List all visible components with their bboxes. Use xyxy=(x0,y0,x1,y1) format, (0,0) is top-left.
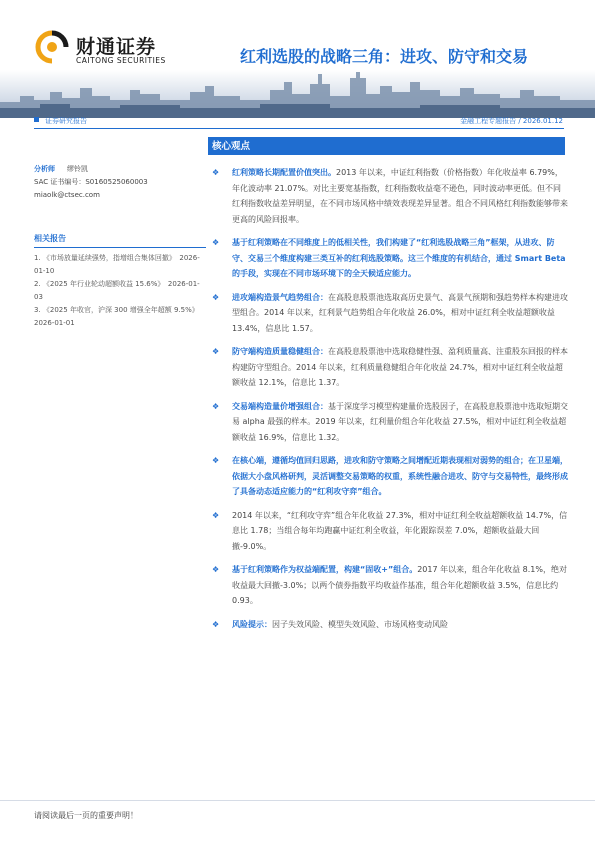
report-header xyxy=(0,0,595,118)
bullet-highlight: 基于红利策略作为权益端配置，构建“固收+”组合。 xyxy=(232,565,418,574)
report-meta: 金融工程专题报告 / 2026.01.12 xyxy=(460,117,563,125)
company-logo xyxy=(34,30,184,74)
list-item xyxy=(212,617,568,633)
core-views-title: 核心观点 xyxy=(212,141,251,152)
related-report-item[interactable]: 1. 《市场放量延续强势，指增组合集体回撤》 2026-01-10 xyxy=(34,254,200,275)
list-item xyxy=(212,165,568,227)
analyst-email[interactable]: miaolk@ctsec.com xyxy=(34,191,100,199)
list-item xyxy=(212,290,568,337)
analyst-label: 分析师 xyxy=(34,165,55,173)
bullet-text: 2013 年以来，中证红利指数（价格指数）年化收益率 6.79%，年化波动率 21.07%。对比主要宽基指数，红利指数收益毫不逊色，同时波动率更低。但不同红利指数收益差异明显，在不同市场风格中绩效表现差异显著。组合不同风格红利指数能够带来更高的风险回报率。 xyxy=(232,168,568,224)
related-reports xyxy=(34,233,206,330)
diamond-bullet-icon: ❖ xyxy=(212,619,220,629)
diamond-bullet-icon: ❖ xyxy=(212,510,220,520)
bullet-text: 在高股息股票池中选取稳健性强、盈利质量高、注重股东回报的样本构建防守型组合。2014 年以来，红利质量稳健组合年化收益 24.7%，相对中证红利全收益超额收益 12.1%，信息比 1.37。 xyxy=(232,347,568,387)
related-reports-title: 相关报告 xyxy=(34,233,206,248)
diamond-bullet-icon: ❖ xyxy=(212,401,220,411)
report-type-label xyxy=(34,116,87,126)
analyst-name-row xyxy=(34,163,206,176)
bullet-text: 2017 年以来，组合年化收益 8.1%，绝对收益最大回撤-3.0%；以两个债券指数平均收益作基准，组合年化超额收益 3.5%，信息比约 0.93。 xyxy=(232,565,567,605)
core-views-header-bar xyxy=(208,137,565,155)
diamond-bullet-icon: ❖ xyxy=(212,238,220,247)
diamond-bullet-icon: ❖ xyxy=(212,347,220,356)
report-type-text: 证券研究报告 xyxy=(45,117,87,125)
core-views-list xyxy=(212,165,568,632)
footer-divider xyxy=(0,800,595,801)
bullet-highlight: 防守端构造质量稳健组合： xyxy=(232,347,328,356)
bullet-text: 2014 年以来，“红利攻守弈”组合年化收益 27.3%，相对中证红利全收益超额收益 14.7%，信息比 1.78；当组合每年均跑赢中证红利全收益，年化跟踪误差 7.0%，超额收益最大回撤-9.0%。 xyxy=(232,510,568,551)
list-item xyxy=(212,562,568,609)
related-report-item[interactable]: 3. 《2025 年收官，沪深 300 增强全年超额 9.5%》 2026-01-01 xyxy=(34,306,203,327)
footer-disclaimer: 请阅读最后一页的重要声明！ xyxy=(34,811,138,820)
diamond-bullet-icon: ❖ xyxy=(212,292,220,302)
bullet-text: 基于深度学习模型构建量价选股因子，在高股息股票池中选取短期交易 alpha 最强的样本。2019 年以来，红利量价组合年化收益 27.5%，相对中证红利全收益超额收益 16.9%，信息比 1.32。 xyxy=(232,401,568,442)
logo-name-en: CAITONG SECURITIES xyxy=(76,56,166,65)
risk-warning-text: 因子失效风险、模型失效风险、市场风格变动风险 xyxy=(272,619,448,629)
list-item xyxy=(212,399,568,446)
related-report-item[interactable]: 2. 《2025 年行业轮动超额收益 15.6%》 2026-01-03 xyxy=(34,280,200,301)
list-item xyxy=(212,508,568,555)
analyst-name: 缪铃凯 xyxy=(67,165,88,173)
list-item xyxy=(212,344,568,391)
bullet-highlight: 进攻端构造景气趋势组合： xyxy=(232,292,328,302)
logo-name-cn: 财通证券 xyxy=(76,36,157,58)
page-title: 红利选股的战略三角：进攻、防守和交易 xyxy=(240,47,529,66)
diamond-bullet-icon: ❖ xyxy=(212,456,220,465)
analyst-sac: SAC 证书编号：S0160525060003 xyxy=(34,178,148,186)
bullet-highlight: 交易端构造量价增强组合： xyxy=(232,401,328,411)
risk-warning-label: 风险提示： xyxy=(232,619,272,629)
analyst-info xyxy=(34,163,206,202)
related-reports-list xyxy=(34,252,206,330)
square-bullet-icon xyxy=(34,117,39,122)
city-skyline-banner xyxy=(0,70,595,118)
diamond-bullet-icon: ❖ xyxy=(212,565,220,574)
bullet-highlight: 红利策略长期配置价值突出。 xyxy=(232,168,336,177)
header-divider xyxy=(34,128,564,129)
bullet-text: 在核心端，遵循均值回归思路，进攻和防守策略之间增配近期表现相对弱势的组合；在卫星端，依据大小盘风格研判，灵活调整交易策略的权重，系统性融合进攻、防守与交易特性，最终形成了具备动态适应能力的“红利攻守弈”组合。 xyxy=(232,456,568,496)
bullet-text: 基于红利策略在不同维度上的低相关性，我们构建了“红利选股战略三角”框架，从进攻、防守、交易三个维度构建三类互补的红利选股策略。这三个维度的有机结合，通过 Smart Beta 的手段，实现在不同市场环境下的全天候适应能力。 xyxy=(232,238,566,278)
list-item xyxy=(212,235,568,282)
diamond-bullet-icon: ❖ xyxy=(212,168,220,177)
bullet-text: 在高股息股票池选取高历史景气、高景气预期和强趋势样本构建进攻型组合。2014 年以来，红利景气趋势组合年化收益 26.0%，相对中证红利全收益超额收益 13.4%，信息比 1.57。 xyxy=(232,292,568,333)
logo-mark-icon xyxy=(34,30,70,64)
list-item xyxy=(212,453,568,500)
